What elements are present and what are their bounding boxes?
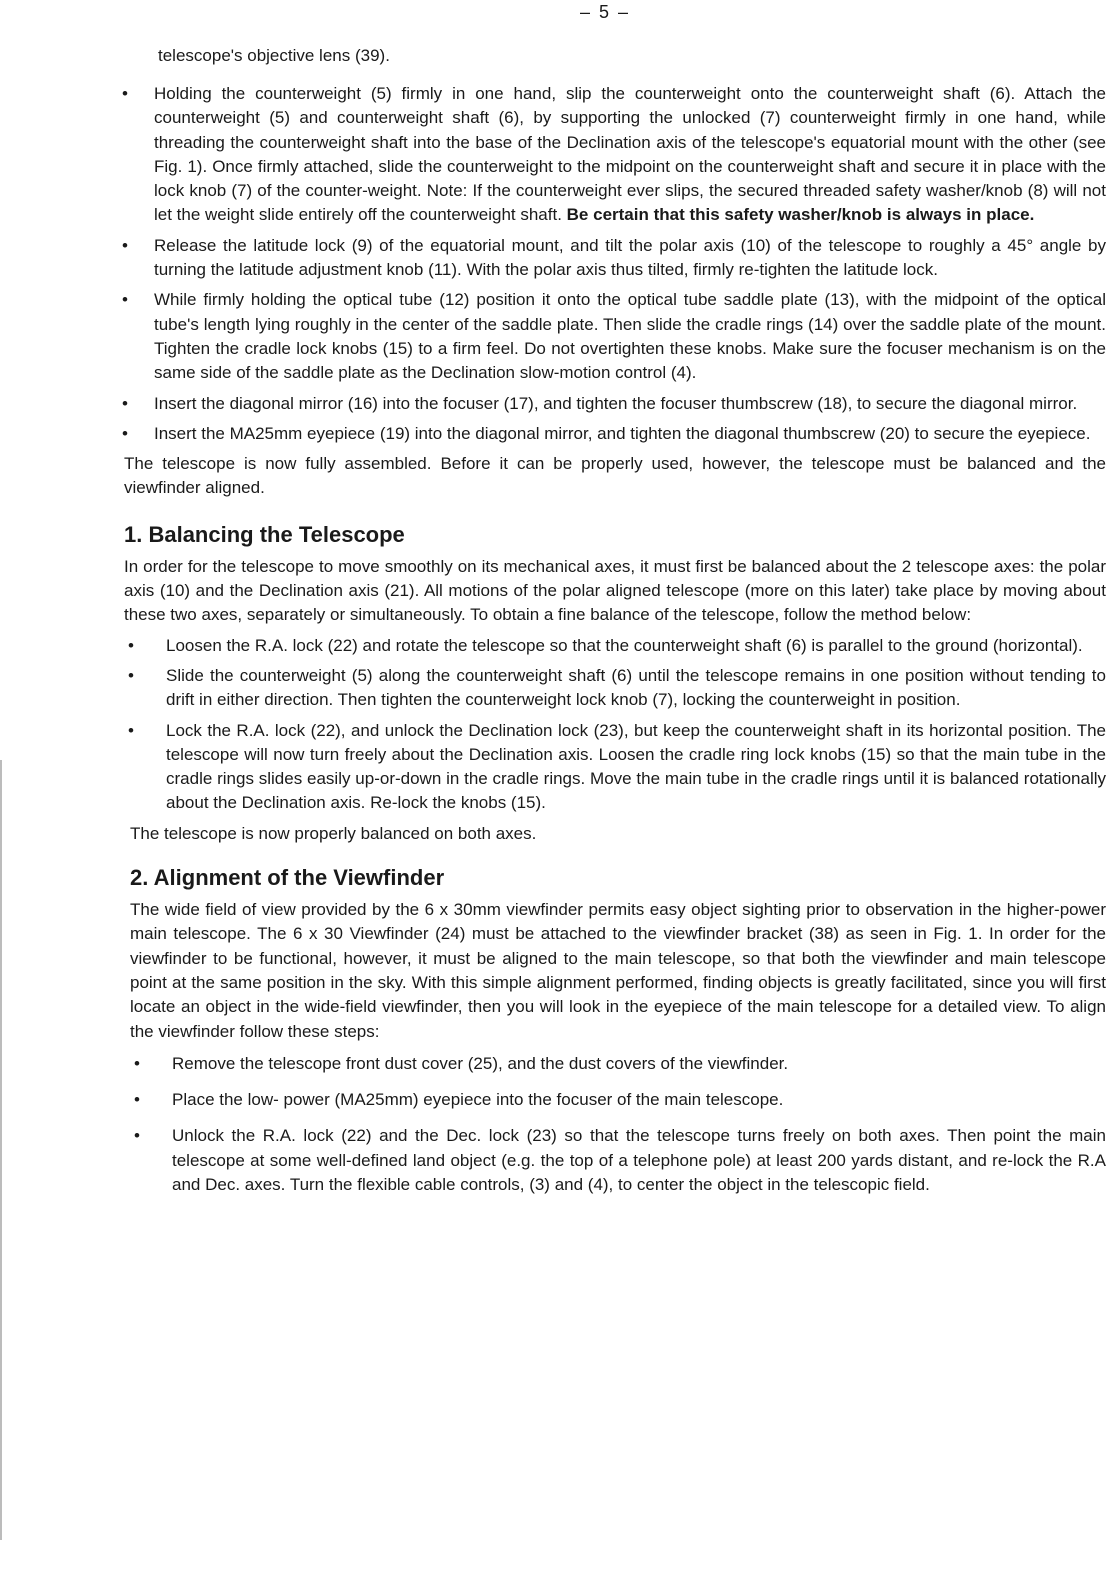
bullet-icon: • [122,235,128,255]
bullet-icon: • [122,393,128,413]
bullet-icon: • [134,1053,140,1073]
bullet-icon: • [128,665,134,685]
bullet-text: While firmly holding the optical tube (12) position it onto the optical tube saddle plate (13), with the midpoint of the optical tube's length lying roughly in the center of the saddle plate. Then slide the cradle rings (14) over the saddle plate of the mount. Tighten the cradle lock knobs (15) to a firm feel. Do not overtighten these knobs. Make sure the focuser mechanism is on the same side of the saddle plate as the Declination slow-motion control (4). [154,290,1106,383]
bullet-icon: • [122,84,128,103]
balancing-steps [124,634,1106,816]
scan-edge-mark [0,760,2,1540]
page-number: – 5 – [579,2,631,22]
list-item [124,719,1106,816]
bullet-text: Holding the counterweight (5) firmly in one hand, slip the counterweight onto the counterweight shaft (6). Attach the counterweight (5) and counterweight shaft (6), by supporting the unlocked (7) counterweight firmly in one hand, while threading the counterweight shaft into the base of the Declination axis of the telescope's equatorial mount with the other (see Fig. 1). Once firmly attached, slide the counterweight to the midpoint on the counterweight shaft and secure it in place with the lock knob (7) of the counter-weight. Note: If the counterweight ever slips, the secured threaded safety washer/knob (8) will not let the weight slide entirely off the counterweight shaft. [154,84,1106,225]
list-item [118,422,1106,446]
balancing-closing: The telescope is now properly balanced on both axes. [130,823,537,843]
bullet-icon: • [134,1126,140,1146]
section-heading-balancing: 1. Balancing the Telescope [124,521,405,547]
balancing-intro: In order for the telescope to move smoothly on its mechanical axes, it must first be balanced about the 2 telescope axes: the polar axis (10) and the Declination axis (21). All motions of the polar aligned telescope (more on this later) take place by moving about these two axes, separately or simultaneously. To obtain a fine balance of the telescope, follow the method below: [124,556,1106,625]
viewfinder-steps [130,1052,1106,1197]
bullet-icon: • [134,1090,140,1110]
list-item [118,234,1106,283]
bullet-text: Loosen the R.A. lock (22) and rotate the telescope so that the counterweight shaft (6) is parallel to the ground (horizontal). [166,635,1083,655]
list-item [118,82,1106,228]
list-item [118,288,1106,385]
bullet-text: Slide the counterweight (5) along the counterweight shaft (6) until the telescope remains in one position without tending to drift in either direction. Then tighten the counterweight lock knob (7), locking the counterweight in position. [166,665,1106,710]
bullet-icon: • [122,423,128,443]
list-item [124,664,1106,713]
bullet-bold-text: Be certain that this safety washer/knob is always in place. [566,205,1035,225]
assembly-steps [118,82,1106,446]
assembled-paragraph: The telescope is now fully assembled. Before it can be properly used, however, the telescope must be balanced and the viewfinder aligned. [124,454,1106,498]
list-item [130,1088,1106,1112]
bullet-text: Unlock the R.A. lock (22) and the Dec. lock (23) so that the telescope turns freely on both axes. Then point the main telescope at some well-defined land object (e.g. the top of a telephone pole) at least 200 yards distant, and re-lock the R.A and Dec. axes. Turn the flexible cable controls, (3) and (4), to center the object in the telescopic field. [172,1126,1106,1194]
page-body [124,82,1106,1203]
bullet-text: Remove the telescope front dust cover (25), and the dust covers of the viewfinder. [172,1053,789,1073]
bullet-text: Place the low- power (MA25mm) eyepiece into the focuser of the main telescope. [172,1090,784,1110]
section-heading-viewfinder: 2. Alignment of the Viewfinder [130,865,445,891]
list-item [130,1052,1106,1076]
list-item [124,634,1106,658]
bullet-icon: • [128,720,134,740]
bullet-text: Insert the MA25mm eyepiece (19) into the diagonal mirror, and tighten the diagonal thumbscrew (20) to secure the eyepiece. [154,423,1091,443]
bullet-icon: • [122,290,128,310]
viewfinder-intro: The wide field of view provided by the 6 x 30mm viewfinder permits easy object sighting prior to observation in the higher-power main telescope. The 6 x 30 Viewfinder (24) must be attached to the viewfinder bracket (38) as seen in Fig. 1. In order for the viewfinder to be functional, however, it must be aligned to the main telescope, so that both the viewfinder and main telescope point at the same position in the sky. With this simple alignment performed, finding objects is greatly facilitated, since you will first locate an object in the wide-field viewfinder, then you will look in the eyepiece of the main telescope for a detailed view. To align the viewfinder follow these steps: [130,900,1106,1041]
list-item [118,392,1106,416]
intro-fragment: telescope's objective lens (39). [158,46,390,65]
list-item [130,1124,1106,1197]
bullet-icon: • [128,635,134,655]
bullet-text: Insert the diagonal mirror (16) into the focuser (17), and tighten the focuser thumbscrew (18), to secure the diagonal mirror. [154,393,1078,413]
bullet-text: Release the latitude lock (9) of the equatorial mount, and tilt the polar axis (10) of the telescope to roughly a 45° angle by turning the latitude adjustment knob (11). With the polar axis thus tilted, firmly re-tighten the latitude lock. [154,235,1106,280]
bullet-text: Lock the R.A. lock (22), and unlock the Declination lock (23), but keep the counterweight shaft in its horizontal position. The telescope will now turn freely about the Declination axis. Loosen the cradle ring lock knobs (15) so that the main tube in the cradle rings slides easily up-or-down in the cradle rings. Move the main tube in the cradle rings until it is balanced rotationally about the Declination axis. Re-lock the knobs (15). [166,720,1106,813]
